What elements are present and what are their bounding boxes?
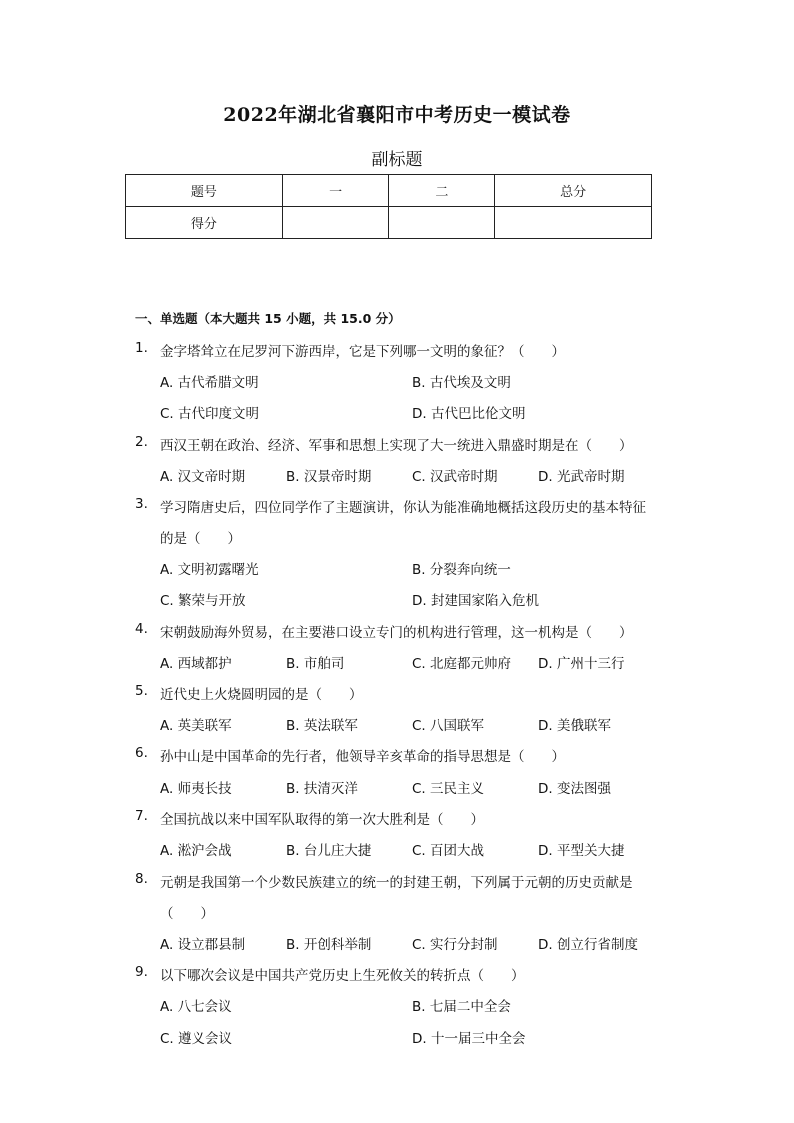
option-a: A. 设立郡县制 [160, 937, 246, 953]
score-header-cell: 题号 [126, 175, 283, 207]
score-header-cell: 一 [282, 175, 389, 207]
question-text: 元朝是我国第一个少数民族建立的统一的封建王朝，下列属于元朝的历史贡献是 [160, 875, 633, 891]
question-text: 宋朝鼓励海外贸易，在主要港口设立专门的机构进行管理，这一机构是（ ） [160, 625, 633, 641]
option-b: B. 汉景帝时期 [286, 469, 372, 485]
question-text: 金字塔耸立在尼罗河下游西岸，它是下列哪一文明的象征？（ ） [160, 344, 565, 360]
question-number: 7. [135, 808, 148, 824]
question-number: 2. [135, 434, 148, 450]
score-table [125, 174, 652, 239]
exam-title: 2022年湖北省襄阳市中考历史一模试卷 [223, 104, 571, 126]
option-a: A. 师夷长技 [160, 781, 232, 797]
score-header-cell: 二 [389, 175, 495, 207]
option-c: C. 百团大战 [412, 843, 485, 859]
question-text-line2: 的是（ ） [160, 531, 241, 547]
question-number: 3. [135, 496, 148, 512]
option-c: C. 三民主义 [412, 781, 485, 797]
option-a: A. 英美联军 [160, 718, 232, 734]
option-a: A. 西域都护 [160, 656, 232, 672]
score-cell-empty [389, 207, 495, 239]
option-b: B. 七届二中全会 [412, 999, 511, 1015]
exam-subtitle: 副标题 [371, 150, 423, 170]
option-c: C. 北庭都元帅府 [412, 656, 512, 672]
option-d: D. 平型关大捷 [538, 843, 625, 859]
option-d: D. 创立行省制度 [538, 937, 638, 953]
option-d: D. 变法图强 [538, 781, 611, 797]
score-cell-empty [495, 207, 652, 239]
question-number: 6. [135, 745, 148, 761]
question-text: 近代史上火烧圆明园的是（ ） [160, 687, 363, 703]
question-number: 1. [135, 340, 148, 356]
score-header-cell: 总分 [495, 175, 652, 207]
option-b: B. 市舶司 [286, 656, 345, 672]
option-a: A. 古代希腊文明 [160, 375, 259, 391]
option-d: D. 十一届三中全会 [412, 1031, 526, 1047]
question-number: 8. [135, 871, 148, 887]
option-b: B. 扶清灭洋 [286, 781, 358, 797]
option-b: B. 开创科举制 [286, 937, 372, 953]
score-cell-empty [282, 207, 389, 239]
option-c: C. 繁荣与开放 [160, 593, 246, 609]
question-number: 5. [135, 683, 148, 699]
option-d: D. 广州十三行 [538, 656, 625, 672]
option-a: A. 八七会议 [160, 999, 232, 1015]
option-c: C. 汉武帝时期 [412, 469, 498, 485]
option-b: B. 古代埃及文明 [412, 375, 511, 391]
option-b: B. 分裂奔向统一 [412, 562, 511, 578]
option-d: D. 美俄联军 [538, 718, 611, 734]
option-a: A. 淞沪会战 [160, 843, 232, 859]
question-text: 学习隋唐史后，四位同学作了主题演讲，你认为能准确地概括这段历史的基本特征 [160, 500, 646, 516]
score-table-header-row [126, 175, 652, 207]
question-text: 全国抗战以来中国军队取得的第一次大胜利是（ ） [160, 812, 484, 828]
option-d: D. 光武帝时期 [538, 469, 625, 485]
question-text: 孙中山是中国革命的先行者，他领导辛亥革命的指导思想是（ ） [160, 749, 565, 765]
option-b: B. 台儿庄大捷 [286, 843, 372, 859]
option-a: A. 汉文帝时期 [160, 469, 246, 485]
option-c: C. 实行分封制 [412, 937, 498, 953]
question-text: 以下哪次会议是中国共产党历史上生死攸关的转折点（ ） [160, 968, 525, 984]
option-a: A. 文明初露曙光 [160, 562, 259, 578]
score-table-score-row [126, 207, 652, 239]
question-number: 4. [135, 621, 148, 637]
option-b: B. 英法联军 [286, 718, 358, 734]
option-d: D. 古代巴比伦文明 [412, 406, 526, 422]
question-text: 西汉王朝在政治、经济、军事和思想上实现了大一统进入鼎盛时期是在（ ） [160, 438, 633, 454]
score-row-label: 得分 [126, 207, 283, 239]
option-d: D. 封建国家陷入危机 [412, 593, 539, 609]
section-heading: 一、单选题（本大题共 15 小题，共 15.0 分） [135, 311, 401, 326]
option-c: C. 古代印度文明 [160, 406, 260, 422]
question-number: 9. [135, 964, 148, 980]
option-c: C. 八国联军 [412, 718, 485, 734]
question-text-line2: （ ） [160, 906, 214, 922]
option-c: C. 遵义会议 [160, 1031, 233, 1047]
